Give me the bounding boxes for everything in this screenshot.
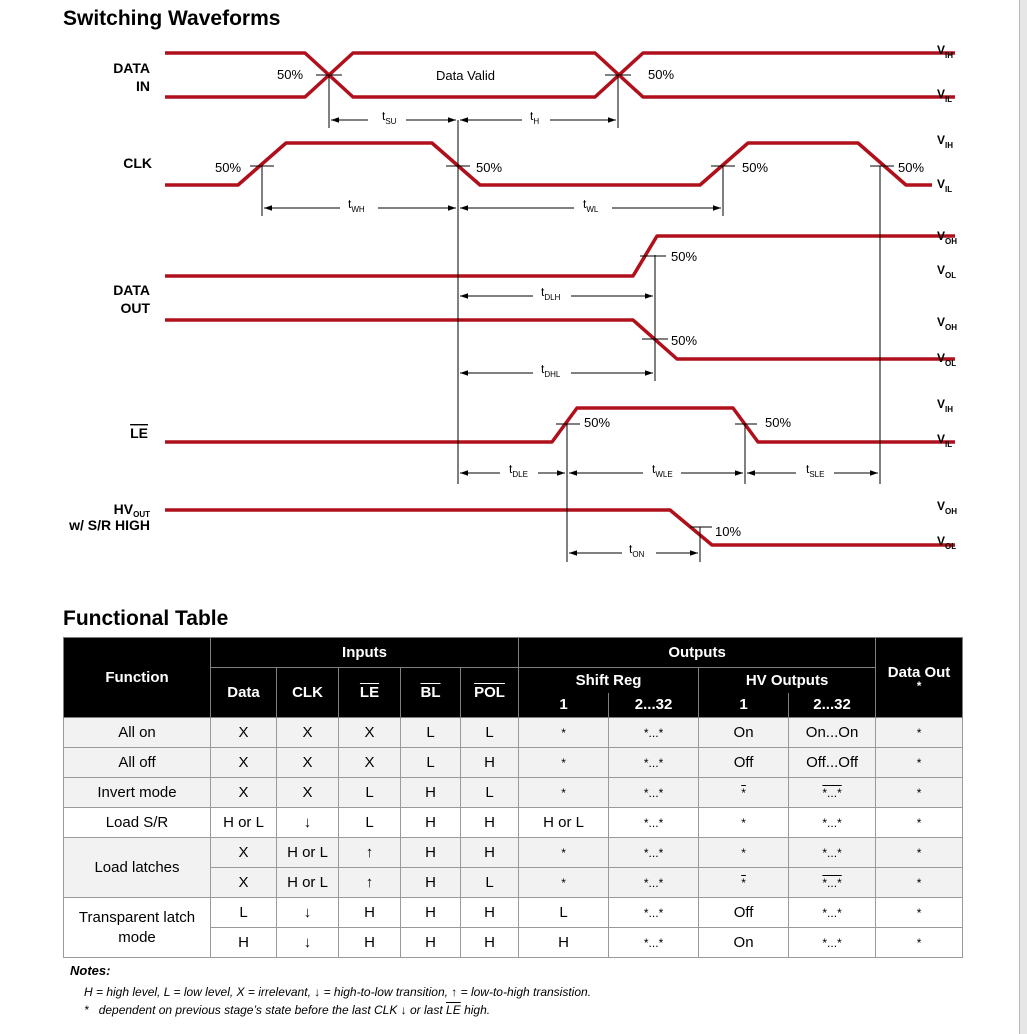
timing-label-tdhl: $t_{DHL}$	[541, 362, 561, 379]
col-header-inputs: Inputs	[211, 638, 519, 668]
table-cell: *...*	[609, 718, 699, 748]
timing-label-ton: $t_{ON}$	[629, 542, 645, 559]
signal-label-data-out-line2: OUT	[120, 300, 150, 316]
table-cell: L	[339, 778, 401, 808]
table-cell: *...*	[789, 838, 876, 868]
table-cell: H	[461, 808, 519, 838]
trace-hv-out	[165, 510, 955, 545]
signal-label-data-out-line1: DATA	[113, 282, 150, 298]
table-cell: *	[876, 898, 963, 928]
level-vil-clk: $V_{IL}$	[937, 177, 953, 194]
table-cell: X	[211, 748, 277, 778]
trace-le	[165, 408, 955, 442]
pct-data-out-2: 50%	[671, 333, 698, 348]
timing-label-tsu: $t_{SU}$	[382, 109, 397, 126]
signal-label-clk: CLK	[123, 155, 152, 171]
table-cell: H	[211, 928, 277, 958]
table-cell: H	[401, 808, 461, 838]
table-cell: H	[461, 838, 519, 868]
col-header-shift-2-32: 2...32	[609, 693, 699, 718]
table-cell: *	[699, 808, 789, 838]
function-cell: All off	[64, 748, 211, 778]
timing-label-tdle: $t_{DLE}$	[509, 462, 528, 479]
switching-waveforms-heading: Switching Waveforms	[63, 7, 281, 30]
table-cell: H	[401, 868, 461, 898]
level-vol-out1: $V_{OL}$	[937, 263, 957, 280]
col-header-shift-1: 1	[519, 693, 609, 718]
timing-label-th: $t_H$	[530, 109, 540, 126]
table-row	[64, 748, 963, 778]
level-vil-data: $V_{IL}$	[937, 87, 953, 104]
notes-title: Notes:	[70, 963, 111, 978]
pct-clk-4: 50%	[898, 160, 925, 175]
col-header-clk: CLK	[277, 668, 339, 718]
col-header-function: Function	[64, 638, 211, 718]
function-cell: Transparent latch mode	[64, 898, 211, 958]
table-cell: *	[876, 718, 963, 748]
col-header-shift-reg: Shift Reg	[519, 668, 699, 693]
table-cell: H or L	[277, 838, 339, 868]
table-cell: *...*	[789, 868, 876, 898]
table-row	[64, 718, 963, 748]
table-cell: ↑	[339, 838, 401, 868]
table-cell: *...*	[789, 928, 876, 958]
trace-data-out-falling	[165, 320, 955, 359]
table-cell: H	[461, 898, 519, 928]
table-cell: H or L	[519, 808, 609, 838]
table-cell: L	[401, 718, 461, 748]
trace-data-out-rising	[165, 236, 955, 276]
table-cell: H	[339, 928, 401, 958]
table-cell: ↓	[277, 898, 339, 928]
table-cell: Off...Off	[789, 748, 876, 778]
pct-clk-1: 50%	[215, 160, 242, 175]
table-cell: X	[339, 748, 401, 778]
timing-label-twl: $t_{WL}$	[583, 197, 599, 214]
table-cell: X	[339, 718, 401, 748]
level-voh-out2: $V_{OH}$	[937, 315, 958, 332]
pct-hv-out: 10%	[715, 524, 742, 539]
table-cell: *	[699, 838, 789, 868]
table-cell: *...*	[609, 748, 699, 778]
table-cell: L	[519, 898, 609, 928]
col-header-data-out: Data Out *	[876, 638, 963, 718]
level-vih-le: $V_{IH}$	[937, 397, 954, 414]
pct-data-in-2: 50%	[648, 67, 675, 82]
table-cell: ↓	[277, 928, 339, 958]
table-cell: H	[461, 928, 519, 958]
table-cell: *...*	[609, 808, 699, 838]
col-header-bl: $\overline{BL}$	[401, 668, 461, 718]
table-cell: H	[401, 898, 461, 928]
level-vil-le: $V_{IL}$	[937, 432, 953, 449]
table-cell: H	[401, 928, 461, 958]
pct-le-2: 50%	[765, 415, 792, 430]
notes-line-2: * dependent on previous stage’s state before the last CLK ↓ or last $\overline{LE}$ high.	[84, 1003, 491, 1017]
level-vih-clk: $V_{IH}$	[937, 133, 954, 150]
table-cell: *	[699, 778, 789, 808]
col-header-hv-2-32: 2...32	[789, 693, 876, 718]
col-header-hv-outputs: HV Outputs	[699, 668, 876, 693]
pct-clk-2: 50%	[476, 160, 503, 175]
table-cell: *...*	[789, 778, 876, 808]
table-cell: *...*	[789, 808, 876, 838]
table-cell: *	[876, 838, 963, 868]
table-cell: On	[699, 718, 789, 748]
table-cell: X	[277, 778, 339, 808]
function-cell: All on	[64, 718, 211, 748]
col-header-pol: $\overline{POL}$	[461, 668, 519, 718]
trace-clk	[165, 143, 932, 185]
table-cell: ↑	[339, 868, 401, 898]
table-cell: X	[211, 838, 277, 868]
table-cell: L	[461, 778, 519, 808]
table-cell: L	[461, 718, 519, 748]
table-cell: On	[699, 928, 789, 958]
level-voh-hv: $V_{OH}$	[937, 499, 958, 516]
viewer-scrollbar-edge	[1019, 0, 1027, 1034]
signal-label-data-in-line1: DATA	[113, 60, 150, 76]
table-cell: *...*	[609, 868, 699, 898]
table-cell: X	[277, 748, 339, 778]
pct-data-in-1: 50%	[277, 67, 304, 82]
table-cell: On...On	[789, 718, 876, 748]
table-cell: X	[211, 868, 277, 898]
table-cell: H	[401, 778, 461, 808]
table-cell: *	[876, 778, 963, 808]
table-cell: H	[519, 928, 609, 958]
table-cell: *	[519, 838, 609, 868]
signal-label-data-in-line2: IN	[136, 78, 150, 94]
function-cell: Invert mode	[64, 778, 211, 808]
notes-block	[70, 963, 591, 1017]
function-cell: Load S/R	[64, 808, 211, 838]
table-row	[64, 808, 963, 838]
col-header-hv-1: 1	[699, 693, 789, 718]
table-cell: H	[339, 898, 401, 928]
level-vih-data: $V_{IH}$	[937, 43, 954, 60]
signal-label-hv-condition: w/ S/R HIGH	[69, 517, 150, 533]
table-cell: *...*	[609, 928, 699, 958]
col-header-le: $\overline{LE}$	[339, 668, 401, 718]
table-cell: X	[277, 718, 339, 748]
table-cell: H or L	[211, 808, 277, 838]
signal-label-hv-out: $HV_{OUT}$	[113, 501, 150, 519]
table-cell: *...*	[789, 898, 876, 928]
pct-le-1: 50%	[584, 415, 611, 430]
table-cell: *	[699, 868, 789, 898]
table-cell: *	[519, 748, 609, 778]
data-valid-label: Data Valid	[436, 68, 496, 83]
table-cell: L	[401, 748, 461, 778]
table-cell: *	[876, 928, 963, 958]
table-cell: L	[461, 868, 519, 898]
table-cell: L	[339, 808, 401, 838]
table-cell: *...*	[609, 778, 699, 808]
table-row	[64, 778, 963, 808]
col-header-outputs: Outputs	[519, 638, 876, 668]
table-cell: *	[519, 868, 609, 898]
table-cell: H	[401, 838, 461, 868]
signal-label-le: LE	[130, 425, 148, 441]
table-cell: *	[876, 748, 963, 778]
table-cell: *	[519, 778, 609, 808]
timing-label-twh: $t_{WH}$	[348, 197, 365, 214]
function-cell: Load latches	[64, 838, 211, 898]
table-cell: ↓	[277, 808, 339, 838]
table-cell: *...*	[609, 898, 699, 928]
table-cell: *...*	[609, 838, 699, 868]
table-cell: Off	[699, 748, 789, 778]
timing-label-tdlh: $t_{DLH}$	[541, 285, 561, 302]
pct-clk-3: 50%	[742, 160, 769, 175]
notes-line-1: H = high level, L = low level, X = irrelevant, ↓ = high-to-low transition, ↑ = low-to-high transistion.	[84, 985, 592, 999]
col-header-data: Data	[211, 668, 277, 718]
table-cell: X	[211, 778, 277, 808]
table-cell: *	[876, 868, 963, 898]
functional-table	[63, 637, 963, 958]
level-vol-out2: $V_{OL}$	[937, 351, 957, 368]
table-cell: H	[461, 748, 519, 778]
table-cell: *	[876, 808, 963, 838]
table-cell: Off	[699, 898, 789, 928]
table-cell: X	[211, 718, 277, 748]
pct-data-out-1: 50%	[671, 249, 698, 264]
timing-label-twle: $t_{WLE}$	[652, 462, 673, 479]
level-voh-out1: $V_{OH}$	[937, 229, 958, 246]
table-cell: H or L	[277, 868, 339, 898]
functional-table-heading: Functional Table	[63, 607, 229, 630]
table-row	[64, 838, 963, 868]
table-cell: L	[211, 898, 277, 928]
level-vol-hv: $V_{OL}$	[937, 534, 957, 551]
table-row	[64, 898, 963, 928]
timing-label-tsle: $t_{SLE}$	[806, 462, 825, 479]
table-cell: *	[519, 718, 609, 748]
